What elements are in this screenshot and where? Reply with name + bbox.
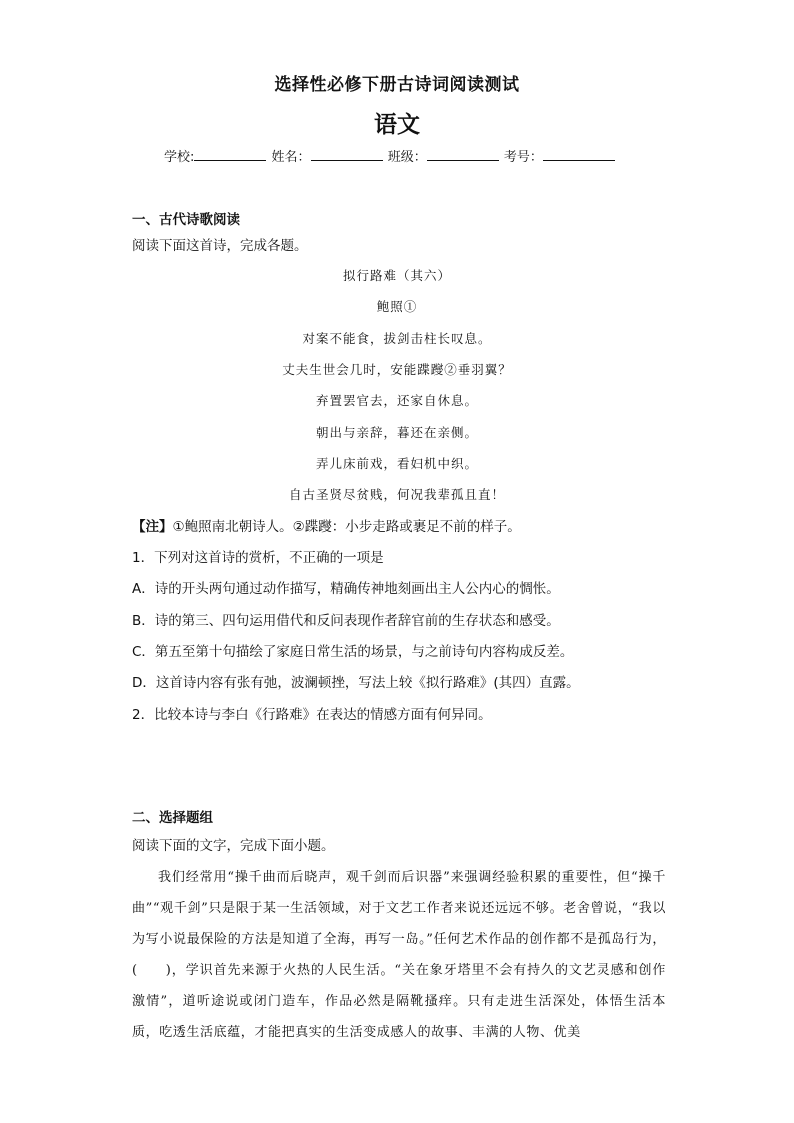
poem-line: 对案不能食，拔剑击柱长叹息。	[302, 331, 492, 346]
class-label: 班级：	[387, 150, 427, 165]
student-info-line	[164, 146, 616, 165]
option-d: D．这首诗内容有张有弛，波澜顿挫，写法上较《拟行路难》(其四）直露。	[132, 675, 580, 691]
option-c: C．第五至第十句描绘了家庭日常生活的场景，与之前诗句内容构成反差。	[132, 644, 574, 660]
poem-note	[132, 515, 521, 535]
poem-line: 自古圣贤尽贫贱，何况我辈孤且直！	[288, 487, 505, 502]
subject-title: 语文	[374, 112, 420, 138]
class-blank[interactable]	[427, 148, 499, 161]
school-blank[interactable]	[194, 148, 266, 161]
name-label: 姓名：	[271, 150, 311, 165]
note-text: ①鲍照南北朝诗人。②蹀躞：小步走路或裹足不前的样子。	[172, 519, 521, 535]
option-b: B．诗的第三、四句运用借代和反问表现作者辞官前的生存状态和感受。	[132, 613, 560, 629]
poem-line: 丈夫生世会几时，安能蹀躞②垂羽翼？	[282, 362, 512, 377]
poem-line: 弄儿床前戏，看妇机中织。	[315, 456, 478, 471]
question-1: 1．下列对这首诗的赏析，不正确的一项是	[132, 550, 384, 566]
name-blank[interactable]	[311, 148, 383, 161]
poem-line: 朝出与亲辞，暮还在亲侧。	[315, 425, 478, 440]
poem-author: 鲍照①	[376, 299, 418, 314]
poem-line: 弃置罢官去，还家自休息。	[315, 393, 478, 408]
exam-title: 选择性必修下册古诗词阅读测试	[274, 75, 520, 95]
passage-paragraph: 我们经常用“操千曲而后晓声，观千剑而后识器”来强调经验积累的重要性，但“操千曲”“观千剑”只是限于某一生活领域，对于文艺工作者来说还远远不够。老舍曾说，“我以为写小说最保险的方法是知道了全海，再写一岛。”任何艺术作品的创作都不是孤岛行为，( )，学识首先来源于火热的人民生活。“关在象牙塔里不会有持久的文艺灵感和创作激情”，道听途说或闭门造车，作品必然是隔靴搔痒。只有走进生活深处，体悟生活本质，吃透生活底蕴，才能把真实的生活变成感人的故事、丰满的人物、优美	[132, 870, 666, 1040]
note-label: 【注】	[132, 519, 173, 535]
question-2: 2．比较本诗与李白《行路难》在表达的情感方面有何异同。	[132, 707, 492, 723]
section1-heading: 一、古代诗歌阅读	[132, 212, 240, 228]
poem-title: 拟行路难（其六）	[342, 268, 451, 283]
section2-heading: 二、选择题组	[132, 810, 213, 826]
exam-number-blank[interactable]	[543, 148, 615, 161]
exam-number-label: 考号：	[503, 150, 543, 165]
section1-instruction: 阅读下面这首诗，完成各题。	[132, 238, 308, 254]
reading-passage	[132, 862, 666, 1048]
option-a: A．诗的开头两句通过动作描写，精确传神地刻画出主人公内心的惆怅。	[132, 581, 560, 597]
school-label: 学校:	[164, 150, 195, 165]
section2-instruction: 阅读下面的文字，完成下面小题。	[132, 838, 335, 854]
